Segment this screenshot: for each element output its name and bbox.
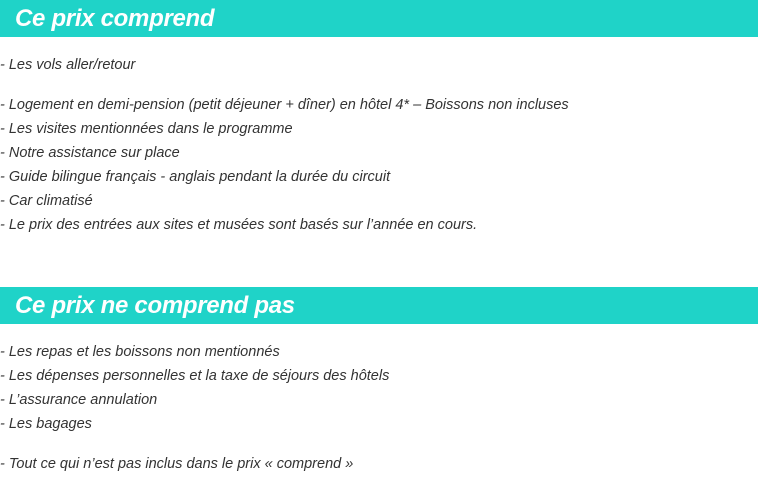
excluded-item: - Les bagages — [0, 416, 92, 432]
included-section — [0, 0, 758, 233]
included-header-banner — [0, 0, 758, 37]
included-title: Ce prix comprend — [15, 4, 215, 32]
included-item: - Les vols aller/retour — [0, 57, 136, 73]
included-item: - Guide bilingue français - anglais pendant la durée du circuit — [0, 169, 391, 185]
excluded-item: - Les dépenses personnelles et la taxe de séjours des hôtels — [0, 368, 390, 384]
excluded-section — [0, 287, 758, 472]
excluded-header-banner — [0, 287, 758, 324]
excluded-item: - Les repas et les boissons non mentionnés — [0, 344, 280, 360]
excluded-item: - L’assurance annulation — [0, 392, 158, 408]
excluded-item: - Tout ce qui n’est pas inclus dans le prix « comprend » — [0, 456, 354, 472]
included-item: - Car climatisé — [0, 193, 93, 209]
included-item: - Logement en demi-pension (petit déjeuner + dîner) en hôtel 4* – Boissons non incluses — [0, 97, 569, 113]
excluded-title: Ce prix ne comprend pas — [15, 291, 295, 319]
included-item: - Notre assistance sur place — [0, 145, 180, 161]
included-item: - Le prix des entrées aux sites et musées sont basés sur l’année en cours. — [0, 217, 478, 233]
included-item: - Les visites mentionnées dans le programme — [0, 121, 293, 137]
